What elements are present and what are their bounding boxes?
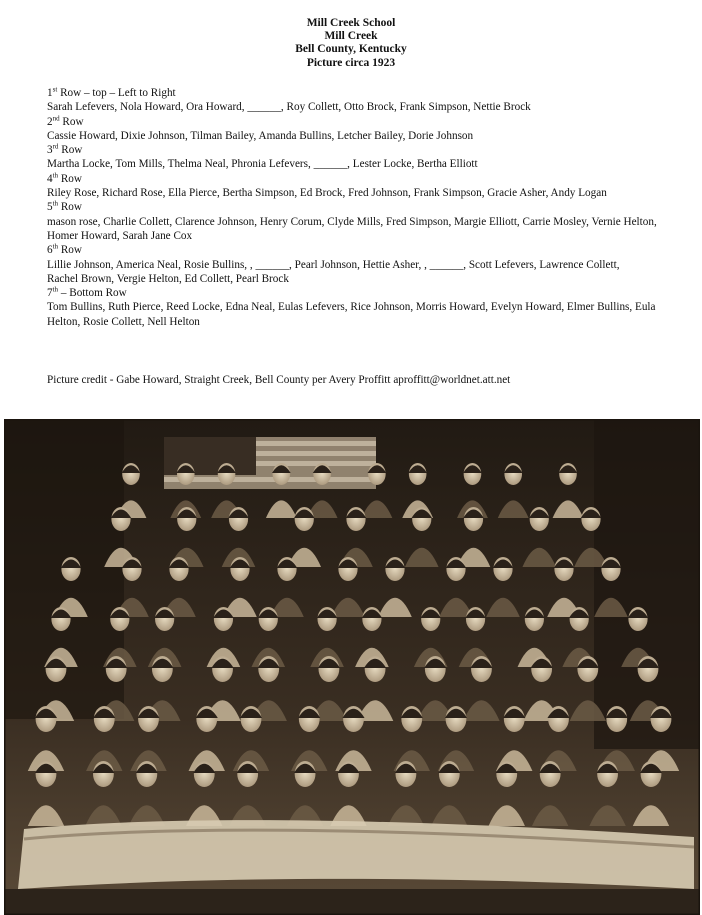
row-names: Rachel Brown, Vergie Helton, Ed Collett, Pearl Brock <box>47 272 289 285</box>
row-heading: 5th Row <box>47 199 82 214</box>
row-names: Cassie Howard, Dixie Johnson, Tilman Bailey, Amanda Bullins, Letcher Bailey, Dorie Johnson <box>47 129 474 142</box>
header-date: Picture circa 1923 <box>306 56 396 69</box>
document-header <box>0 17 702 70</box>
row-heading: 3rd Row <box>47 142 83 157</box>
row-heading: 1st Row – top – Left to Right <box>47 85 176 99</box>
picture-credit: Picture credit - Gabe Howard, Straight Creek, Bell County per Avery Proffitt aproffitt@worldnet.att.net <box>47 374 511 386</box>
sepia-photo-illustration <box>4 419 700 915</box>
flag <box>164 437 376 489</box>
row-names: Tom Bullins, Ruth Pierce, Reed Locke, Edna Neal, Eulas Lefevers, Rice Johnson, Morris Howard, Evelyn Howard, Elmer Bullins, Eula Helton, Rosie Collett, Nell Helton <box>47 301 656 328</box>
header-school-name: Mill Creek School <box>306 17 396 29</box>
row-heading: 4th Row <box>47 171 82 185</box>
header-location: Mill Creek <box>324 30 378 43</box>
photo-bottom-edge <box>4 889 700 915</box>
row-heading: 2nd Row <box>47 113 84 128</box>
row-heading: 6th Row <box>47 242 82 257</box>
class-photograph <box>4 419 700 915</box>
row-names: Riley Rose, Richard Rose, Ella Pierce, Bertha Simpson, Ed Brock, Fred Johnson, Frank Simpson, Gracie Asher, Andy Logan <box>47 187 607 200</box>
row-names: Sarah Lefevers, Nola Howard, Ora Howard, ______, Roy Collett, Otto Brock, Frank Simpson, Nettie Brock <box>47 101 531 114</box>
roster <box>47 86 657 329</box>
row-heading: 7th – Bottom Row <box>47 285 127 300</box>
row-names: mason rose, Charlie Collett, Clarence Johnson, Henry Corum, Clyde Mills, Fred Simpson, Margie Elliott, Carrie Mosley, Vernie Helton, Homer Howard, Sarah Jane Cox <box>47 215 657 242</box>
row-names: Lillie Johnson, America Neal, Rosie Bullins, , ______, Pearl Johnson, Hettie Asher, , ______, Scott Lefevers, Lawrence Collett, <box>47 258 620 271</box>
row-names: Martha Locke, Tom Mills, Thelma Neal, Phronia Lefevers, ______, Lester Locke, Bertha Elliott <box>47 158 478 171</box>
header-county-state: Bell County, Kentucky <box>295 43 407 56</box>
